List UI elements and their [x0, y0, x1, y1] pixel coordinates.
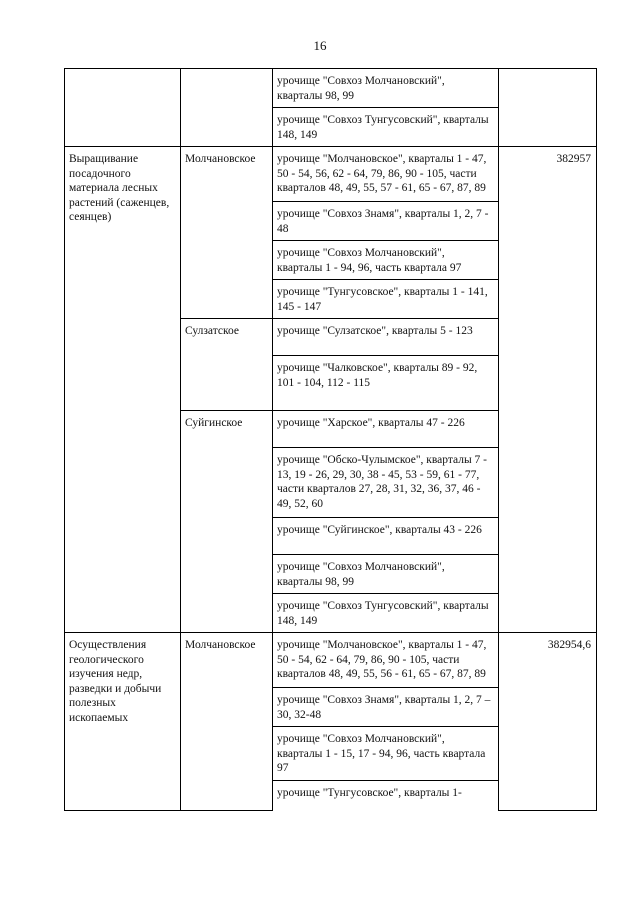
table-row — [65, 147, 597, 202]
forestry-cell — [181, 69, 273, 147]
plot-cell: урочище "Чалковское", кварталы 89 - 92, 101 - 104, 112 - 115 — [273, 356, 499, 411]
table-row — [65, 69, 597, 108]
table-row — [65, 633, 597, 688]
plot-cell: урочище "Тунгусовское", кварталы 1- — [273, 780, 499, 810]
plot-cell: урочище "Совхоз Тунгусовский", кварталы 148, 149 — [273, 594, 499, 633]
plot-cell: урочище "Обско-Чулымское", кварталы 7 - 13, 19 - 26, 29, 30, 38 - 45, 53 - 59, 61 - 77, части кварталов 27, 28, 31, 32, 36, 37, 46 - 49, 52, 60 — [273, 448, 499, 518]
forestry-cell: Суйгинское — [181, 411, 273, 633]
plot-cell: урочище "Совхоз Знамя", кварталы 1, 2, 7 - 48 — [273, 202, 499, 241]
forestry-cell: Молчановское — [181, 147, 273, 319]
allotment-table — [64, 68, 597, 811]
plot-cell: урочище "Совхоз Тунгусовский", кварталы 148, 149 — [273, 108, 499, 147]
plot-cell: урочище "Харское", кварталы 47 - 226 — [273, 411, 499, 448]
plot-cell: урочище "Совхоз Молчановский", кварталы 1 - 15, 17 - 94, 96, часть квартала 97 — [273, 727, 499, 781]
activity-cell — [65, 69, 181, 147]
forestry-cell: Сулзатское — [181, 319, 273, 411]
area-cell: 382954,6 — [499, 633, 597, 811]
forestry-cell: Молчановское — [181, 633, 273, 811]
plot-cell: урочище "Молчановское", кварталы 1 - 47, 50 - 54, 62 - 64, 79, 86, 90 - 105, части кварталов 48, 49, 55, 56 - 61, 65 - 67, 87, 89 — [273, 633, 499, 688]
area-cell — [499, 69, 597, 147]
plot-cell: урочище "Тунгусовское", кварталы 1 - 141, 145 - 147 — [273, 280, 499, 319]
plot-cell: урочище "Совхоз Молчановский", кварталы 98, 99 — [273, 555, 499, 594]
area-cell: 382957 — [499, 147, 597, 633]
plot-cell: урочище "Суйгинское", кварталы 43 - 226 — [273, 518, 499, 555]
activity-cell: Выращивание посадочного материала лесных растений (саженцев, сеянцев) — [65, 147, 181, 633]
activity-cell: Осуществления геологического изучения недр, разведки и добычи полезных ископаемых — [65, 633, 181, 811]
plot-cell: урочище "Совхоз Молчановский", кварталы 1 - 94, 96, часть квартала 97 — [273, 241, 499, 280]
plot-cell: урочище "Молчановское", кварталы 1 - 47, 50 - 54, 56, 62 - 64, 79, 86, 90 - 105, части кварталов 48, 49, 55, 57 - 61, 65 - 67, 87, 89 — [273, 147, 499, 202]
page-number: 16 — [313, 38, 327, 53]
plot-cell: урочище "Сулзатское", кварталы 5 - 123 — [273, 319, 499, 356]
plot-cell: урочище "Совхоз Молчановский", кварталы 98, 99 — [273, 69, 499, 108]
plot-cell: урочище "Совхоз Знамя", кварталы 1, 2, 7 – 30, 32-48 — [273, 688, 499, 727]
